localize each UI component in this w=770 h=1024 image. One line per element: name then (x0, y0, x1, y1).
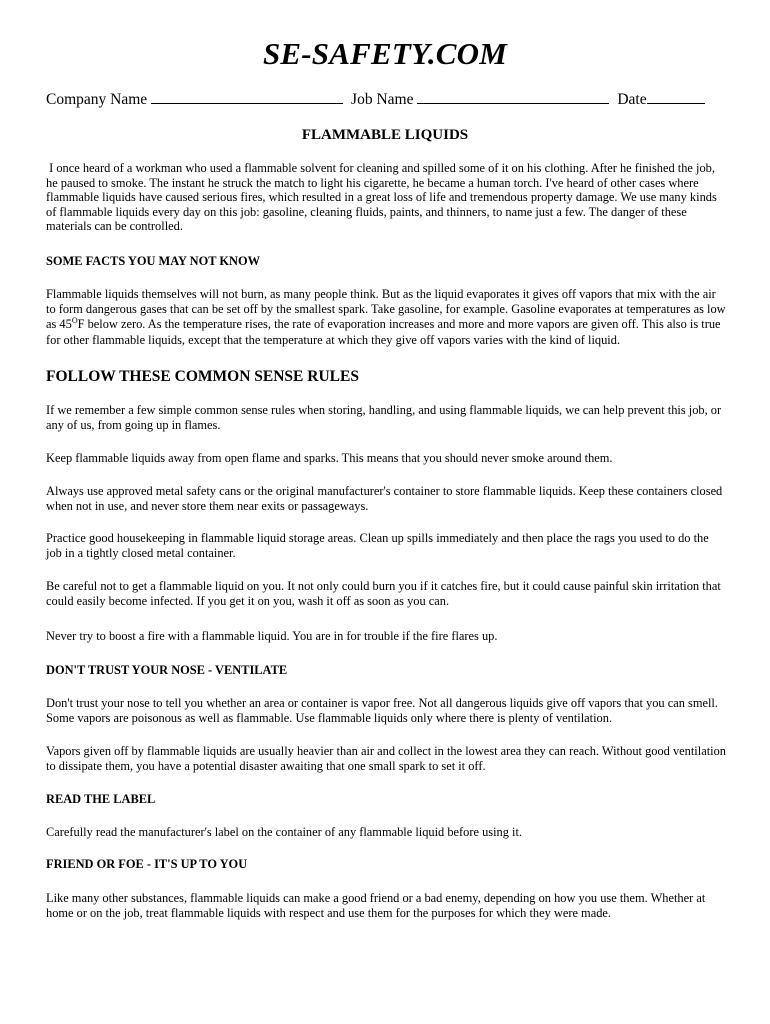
ventilate-paragraph-1: Don't trust your nose to tell you whether an area or container is vapor free. Not all dangerous liquids give off vapors that you can smell. Some vapors are poisonous as well as flammable. Use flammable liquids only where there is plenty of ventilation. (46, 696, 718, 725)
date-field[interactable] (647, 89, 705, 104)
job-name-field[interactable] (417, 89, 609, 104)
facts-paragraph (46, 287, 726, 348)
rules-paragraph-1: If we remember a few simple common sense rules when storing, handling, and using flammable liquids, we can help prevent this job, or any of us, from going up in flames. (46, 403, 722, 432)
facts-heading: SOME FACTS YOU MAY NOT KNOW (46, 254, 260, 268)
company-name-label: Company Name (46, 91, 148, 108)
rules-paragraph-3: Always use approved metal safety cans or the original manufacturer's container to store flammable liquids. Keep these containers closed when not in use, and never store them near exits or passageways. (46, 484, 723, 513)
header-fields (46, 89, 736, 110)
rules-heading: FOLLOW THESE COMMON SENSE RULES (46, 368, 359, 385)
degree-mark: O (71, 316, 78, 326)
rules-paragraph-2: Keep flammable liquids away from open flame and sparks. This means that you should never smoke around them. (46, 451, 613, 465)
document-title: FLAMMABLE LIQUIDS (301, 127, 469, 143)
intro-paragraph (46, 161, 726, 234)
label-paragraph: Carefully read the manufacturer's label on the container of any flammable liquid before using it. (46, 825, 522, 839)
rules-paragraph-5: Be careful not to get a flammable liquid on you. It not only could burn you if it catches fire, but it could cause painful skin irritation that could easily become infected. If you get it on you, wash it off as soon as you can. (46, 579, 721, 608)
rules-paragraph-4: Practice good housekeeping in flammable liquid storage areas. Clean up spills immediately and then place the rags you used to do the job in a tightly closed metal container. (46, 531, 709, 560)
friend-paragraph: Like many other substances, flammable liquids can make a good friend or a bad enemy, depending on how you use them. Whether at home or on the job, treat flammable liquids with respect and use them for the purposes for which they were made. (46, 891, 706, 920)
label-heading: READ THE LABEL (46, 792, 156, 806)
date-label: Date (617, 91, 647, 108)
ventilate-heading: DON'T TRUST YOUR NOSE - VENTILATE (46, 663, 288, 677)
site-title: SE-SAFETY.COM (262, 36, 508, 71)
facts-text-after: F below zero. As the temperature rises, the rate of evaporation increases and more and more vapors are given off. This also is true for other flammable liquids, except that the temperature at which they give off vapors varies with the kind of liquid. (46, 317, 721, 347)
ventilate-paragraph-2: Vapors given off by flammable liquids are usually heavier than air and collect in the lowest area they can reach. Without good ventilation to dissipate them, you have a potential disaster awaiting that one small spark to set it off. (46, 744, 726, 773)
job-name-label: Job Name (351, 91, 414, 108)
friend-heading: FRIEND OR FOE - IT'S UP TO YOU (46, 857, 248, 871)
company-name-field[interactable] (151, 89, 343, 104)
rules-paragraph-6: Never try to boost a fire with a flammable liquid. You are in for trouble if the fire flares up. (46, 629, 498, 643)
intro-text: I once heard of a workman who used a flammable solvent for cleaning and spilled some of it on his clothing. After he finished the job, he paused to smoke. The instant he struck the match to light his cigarette, he became a human torch. I've heard of other cases where flammable liquids have caused serious fires, which resulted in a great loss of life and tremendous property damage. We use many kinds of flammable liquids every day on this job: gasoline, cleaning fluids, paints, and thinners, to name just a few. The danger of these materials can be controlled. (46, 161, 717, 234)
facts-text-before: Flammable liquids themselves will not burn, as many people think. But as the liquid evaporates it gives off vapors that mix with the air to form dangerous gases that can be set off by the smallest spark. Take gasoline, for example. Gasoline evaporates at temperatures as low as 45 (46, 287, 726, 332)
